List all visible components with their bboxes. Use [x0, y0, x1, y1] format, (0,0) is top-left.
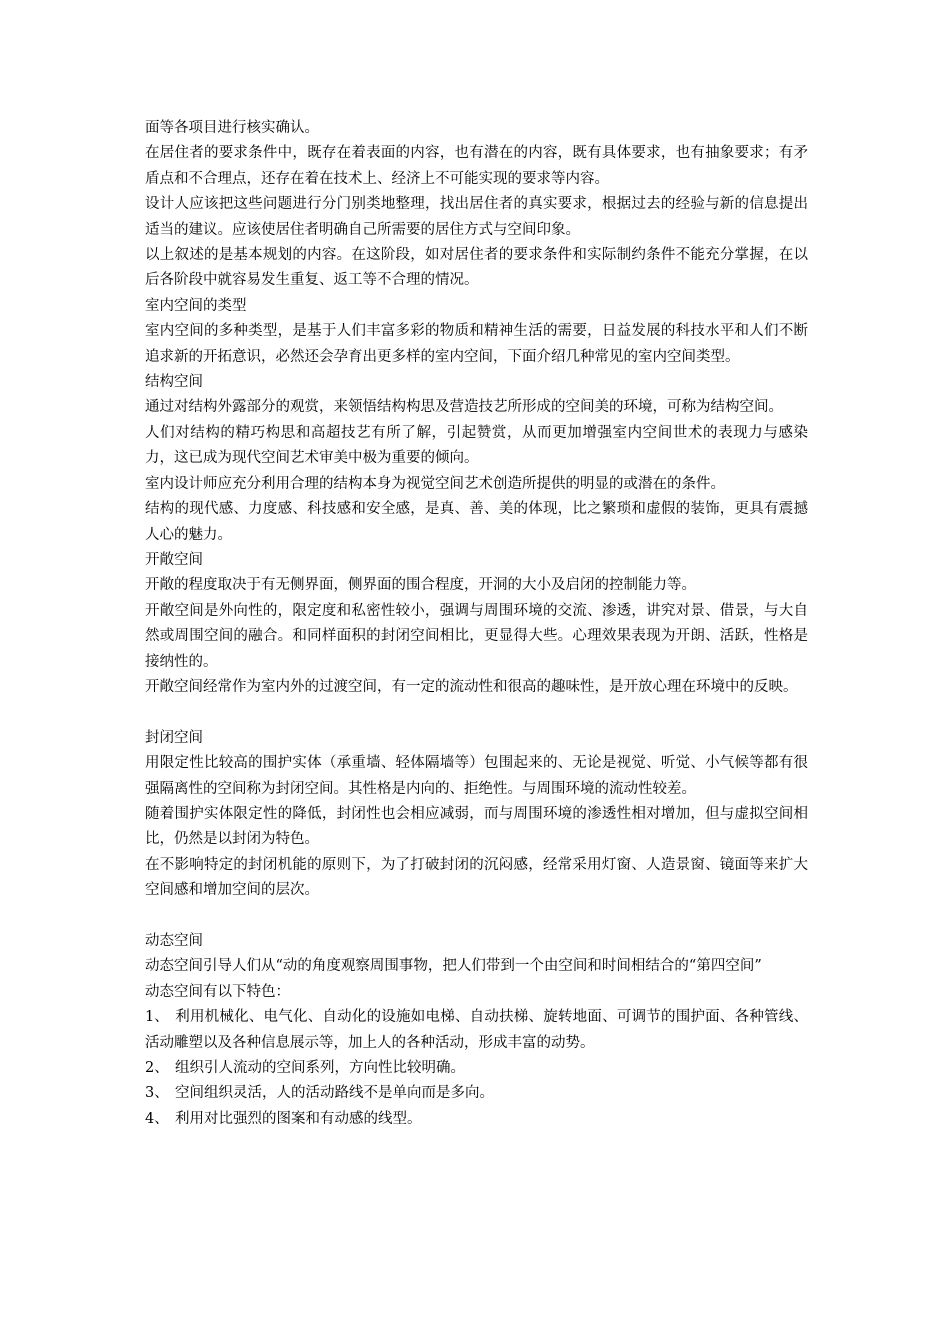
heading-structural-space: 结构空间 [145, 374, 203, 391]
paragraph-open-2: 开敞空间是外向性的，限定度和私密性较小，强调与周围环境的交流、渗透，讲究对景、借景，与大自然或周围空间的融合。和同样面积的封闭空间相比，更显得大些。心理效果表现为开朗、活跃，性格是接纳性的。 [145, 602, 808, 670]
heading-closed-space: 封闭空间 [145, 729, 203, 746]
list-text: 利用对比强烈的图案和有动感的线型。 [175, 1110, 422, 1127]
blank-line [145, 904, 808, 929]
list-item [145, 1005, 808, 1056]
list-item [145, 1107, 808, 1132]
heading-dynamic-space: 动态空间 [145, 932, 203, 949]
paragraph-structural-2: 人们对结构的精巧构思和高超技艺有所了解，引起赞赏，从而更加增强室内空间世术的表现力与感染力，这已成为现代空间艺术审美中极为重要的倾向。 [145, 424, 808, 467]
heading-open-space: 开敞空间 [145, 551, 203, 568]
list-number: 1、 [145, 1009, 169, 1026]
heading-space-types: 室内空间的类型 [145, 297, 247, 314]
paragraph-structural-4: 结构的现代感、力度感、科技感和安全感，是真、善、美的体现，比之繁琐和虚假的装饰，更具有震撼人心的魅力。 [145, 501, 808, 543]
paragraph-dynamic-1: 动态空间引导人们从“动的角度观察周围事物，把人们带到一个由空间和时间相结合的“第四空间” [145, 958, 762, 975]
list-number: 4、 [145, 1110, 169, 1127]
list-item [145, 1056, 808, 1081]
list-number: 2、 [145, 1060, 169, 1076]
blank-line [145, 700, 808, 725]
paragraph-closed-1: 用限定性比较高的围护实体（承重墙、轻体隔墙等）包围起来的、无论是视觉、听觉、小气候等都有很强隔离性的空间称为封闭空间。其性格是内向的、拒绝性。与周围环境的流动性较差。 [145, 755, 808, 797]
list-item [145, 1081, 808, 1106]
paragraph-space-types: 室内空间的多种类型，是基于人们丰富多彩的物质和精神生活的需要，日益发展的科技水平和人们不断追求新的开拓意识，必然还会孕育出更多样的室内空间，下面介绍几种常见的室内空间类型。 [145, 323, 808, 365]
list-number: 3、 [145, 1085, 169, 1102]
paragraph-closed-3: 在不影响特定的封闭机能的原则下，为了打破封闭的沉闷感，经常采用灯窗、人造景窗、镜面等来扩大空间感和增加空间的层次。 [145, 856, 808, 899]
list-text: 组织引人流动的空间系列，方向性比较明确。 [175, 1060, 465, 1076]
paragraph-structural-1: 通过对结构外露部分的观赏，来领悟结构构思及营造技艺所形成的空间美的环境，可称为结构空间。 [145, 399, 783, 416]
paragraph-intro: 面等各项目进行核实确认。 [145, 120, 319, 136]
paragraph-closed-2: 随着围护实体限定性的降低，封闭性也会相应减弱，而与周围环境的渗透性相对增加，但与虚拟空间相比，仍然是以封闭为特色。 [145, 805, 808, 848]
paragraph-requirements-2: 设计人应该把这些问题进行分门别类地整理，找出居住者的真实要求，根据过去的经验与新的信息提出适当的建议。应该使居住者明确自己所需要的居住方式与空间印象。 [145, 196, 808, 238]
paragraph-open-1: 开敞的程度取决于有无侧界面，侧界面的围合程度，开洞的大小及启闭的控制能力等。 [145, 577, 696, 594]
list-text: 利用机械化、电气化、自动化的设施如电梯、自动扶梯、旋转地面、可调节的围护面、各种管线、活动雕塑以及各种信息展示等，加上人的各种活动，形成丰富的动势。 [145, 1009, 808, 1051]
list-text: 空间组织灵活，人的活动路线不是单向而是多向。 [175, 1085, 494, 1102]
paragraph-requirements-1: 在居住者的要求条件中，既存在着表面的内容，也有潜在的内容，既有具体要求，也有抽象要求；有矛盾点和不合理点，还存在着在技术上、经济上不可能实现的要求等内容。 [145, 145, 808, 187]
paragraph-open-3: 开敞空间经常作为室内外的过渡空间，有一定的流动性和很高的趣味性，是开放心理在环境中的反映。 [145, 678, 798, 695]
paragraph-structural-3: 室内设计师应充分利用合理的结构本身为视觉空间艺术创造所提供的明显的或潜在的条件。 [145, 475, 725, 492]
document-page [145, 116, 808, 1132]
paragraph-dynamic-2: 动态空间有以下特色： [145, 983, 290, 1000]
paragraph-requirements-3: 以上叙述的是基本规划的内容。在这阶段，如对居住者的要求条件和实际制约条件不能充分掌握，在以后各阶段中就容易发生重复、返工等不合理的情况。 [145, 247, 808, 289]
